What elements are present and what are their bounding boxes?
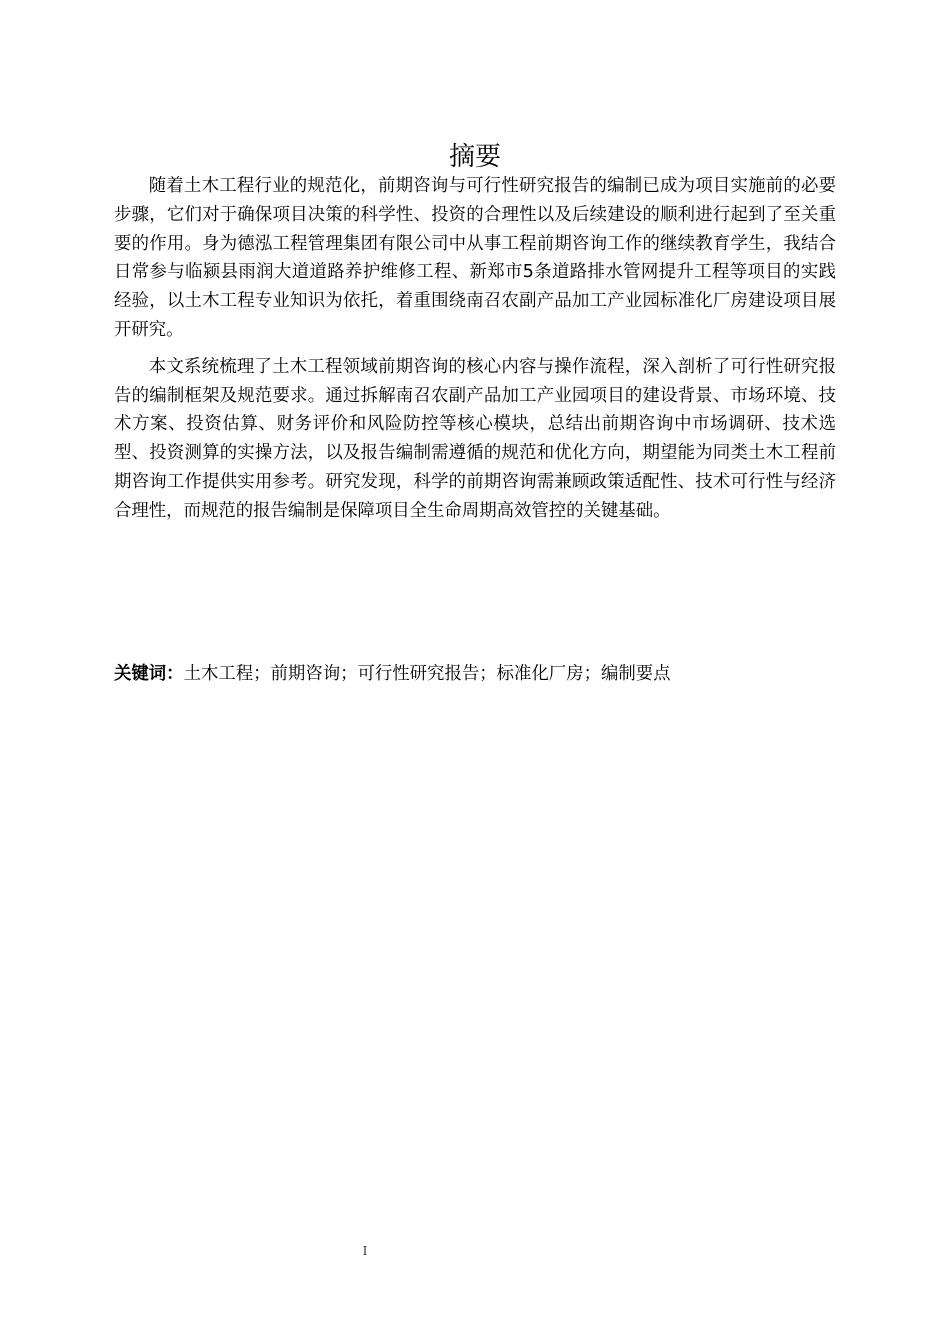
keywords-label: 关键词：	[114, 664, 184, 684]
keywords-line	[114, 660, 836, 689]
abstract-body	[114, 172, 836, 534]
page-number: I	[362, 1244, 368, 1258]
keywords-text: 土木工程；前期咨询；可行性研究报告；标准化厂房；编制要点	[183, 664, 671, 684]
page-title: 摘要	[448, 142, 501, 173]
abstract-paragraph-2: 本文系统梳理了土木工程领域前期咨询的核心内容与操作流程，深入剖析了可行性研究报告的编制框架及规范要求。通过拆解南召农副产品加工产业园项目的建设背景、市场环境、技术方案、投资估算、财务评价和风险防控等核心模块，总结出前期咨询中市场调研、技术选型、投资测算的实操方法，以及报告编制需遵循的规范和优化方向，期望能为同类土木工程前期咨询工作提供实用参考。研究发现，科学的前期咨询需兼顾政策适配性、技术可行性与经济合理性，而规范的报告编制是保障项目全生命周期高效管控的关键基础。	[114, 356, 836, 521]
abstract-paragraph-1: 随着土木工程行业的规范化，前期咨询与可行性研究报告的编制已成为项目实施前的必要步骤，它们对于确保项目决策的科学性、投资的合理性以及后续建设的顺利进行起到了至关重要的作用。身为德泓工程管理集团有限公司中从事工程前期咨询工作的继续教育学生，我结合日常参与临颍县雨润大道道路养护维修工程、新郑市5条道路排水管网提升工程等项目的实践经验，以土木工程专业知识为依托，着重围绕南召农副产品加工产业园标准化厂房建设项目展开研究。	[114, 176, 836, 340]
